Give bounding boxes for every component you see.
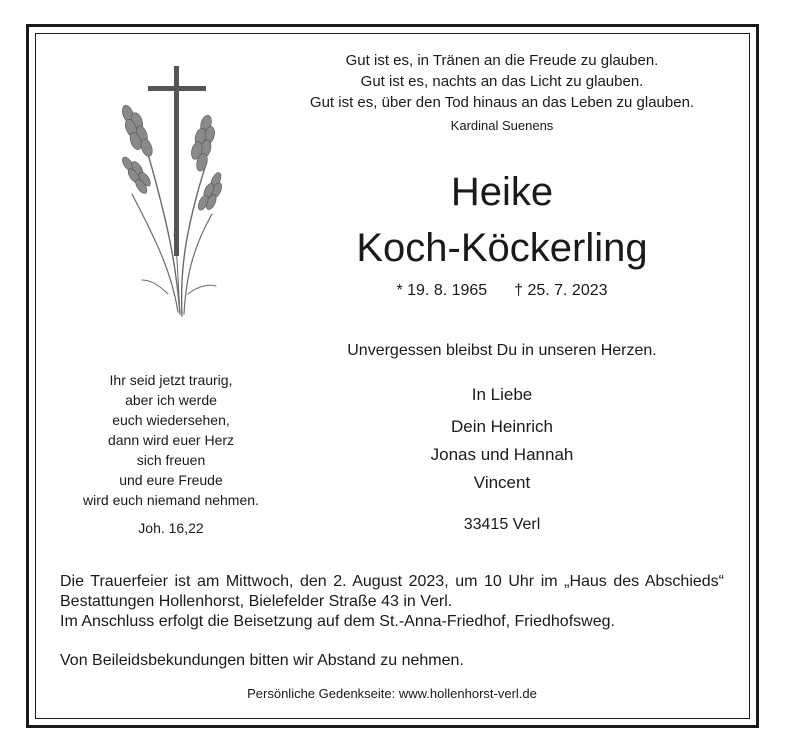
deceased-first-name: Heike bbox=[450, 170, 554, 214]
bible-verse bbox=[56, 370, 286, 510]
verse-line: Ihr seid jetzt traurig, bbox=[109, 372, 233, 388]
mourner-name: Dein Heinrich bbox=[450, 417, 554, 436]
cross-wheat-illustration bbox=[88, 44, 258, 334]
quote-author: Kardinal Suenens bbox=[450, 118, 554, 133]
quote bbox=[262, 50, 742, 113]
mourners bbox=[262, 381, 742, 497]
life-dates bbox=[262, 282, 742, 300]
mourners-intro: In Liebe bbox=[471, 385, 533, 404]
remembrance-text: Unvergessen bleibst Du in unseren Herzen. bbox=[347, 342, 657, 359]
quote-line: Gut ist es, nachts an das Licht zu glauben. bbox=[360, 73, 644, 90]
verse-reference: Joh. 16,22 bbox=[138, 520, 204, 536]
quote-line: Gut ist es, über den Tod hinaus an das Leben zu glauben. bbox=[309, 94, 695, 111]
mourner-name: Vincent bbox=[473, 473, 531, 492]
verse-line: euch wiedersehen, bbox=[112, 412, 230, 428]
mourner-name: Jonas und Hannah bbox=[430, 445, 574, 464]
funeral-notice bbox=[60, 572, 724, 632]
notice-ceremony: Die Trauerfeier ist am Mittwoch, den 2. August 2023, um 10 Uhr im „Haus des Abschieds“ Bestattungen Hollenhorst, Bielefelder Straße 43 in Verl. bbox=[60, 573, 724, 610]
verse-line: sich freuen bbox=[136, 452, 206, 468]
verse-line: und eure Freude bbox=[119, 472, 223, 488]
verse-line: wird euch niemand nehmen. bbox=[83, 492, 259, 508]
death-date: † 25. 7. 2023 bbox=[514, 282, 608, 299]
memorial-website: Persönliche Gedenkseite: www.hollenhorst-verl.de bbox=[247, 686, 537, 701]
quote-line: Gut ist es, in Tränen an die Freude zu glauben. bbox=[345, 52, 659, 69]
deceased-last-name: Koch-Köckerling bbox=[356, 226, 648, 270]
verse-line: aber ich werde bbox=[125, 392, 217, 408]
birth-date: * 19. 8. 1965 bbox=[396, 282, 488, 299]
notice-burial: Im Anschluss erfolgt die Beisetzung auf dem St.-Anna-Friedhof, Friedhofsweg. bbox=[60, 613, 615, 630]
verse-line: dann wird euer Herz bbox=[107, 432, 235, 448]
condolence-note: Von Beileidsbekundungen bitten wir Abstand zu nehmen. bbox=[60, 652, 464, 669]
mourners-place: 33415 Verl bbox=[463, 516, 541, 533]
